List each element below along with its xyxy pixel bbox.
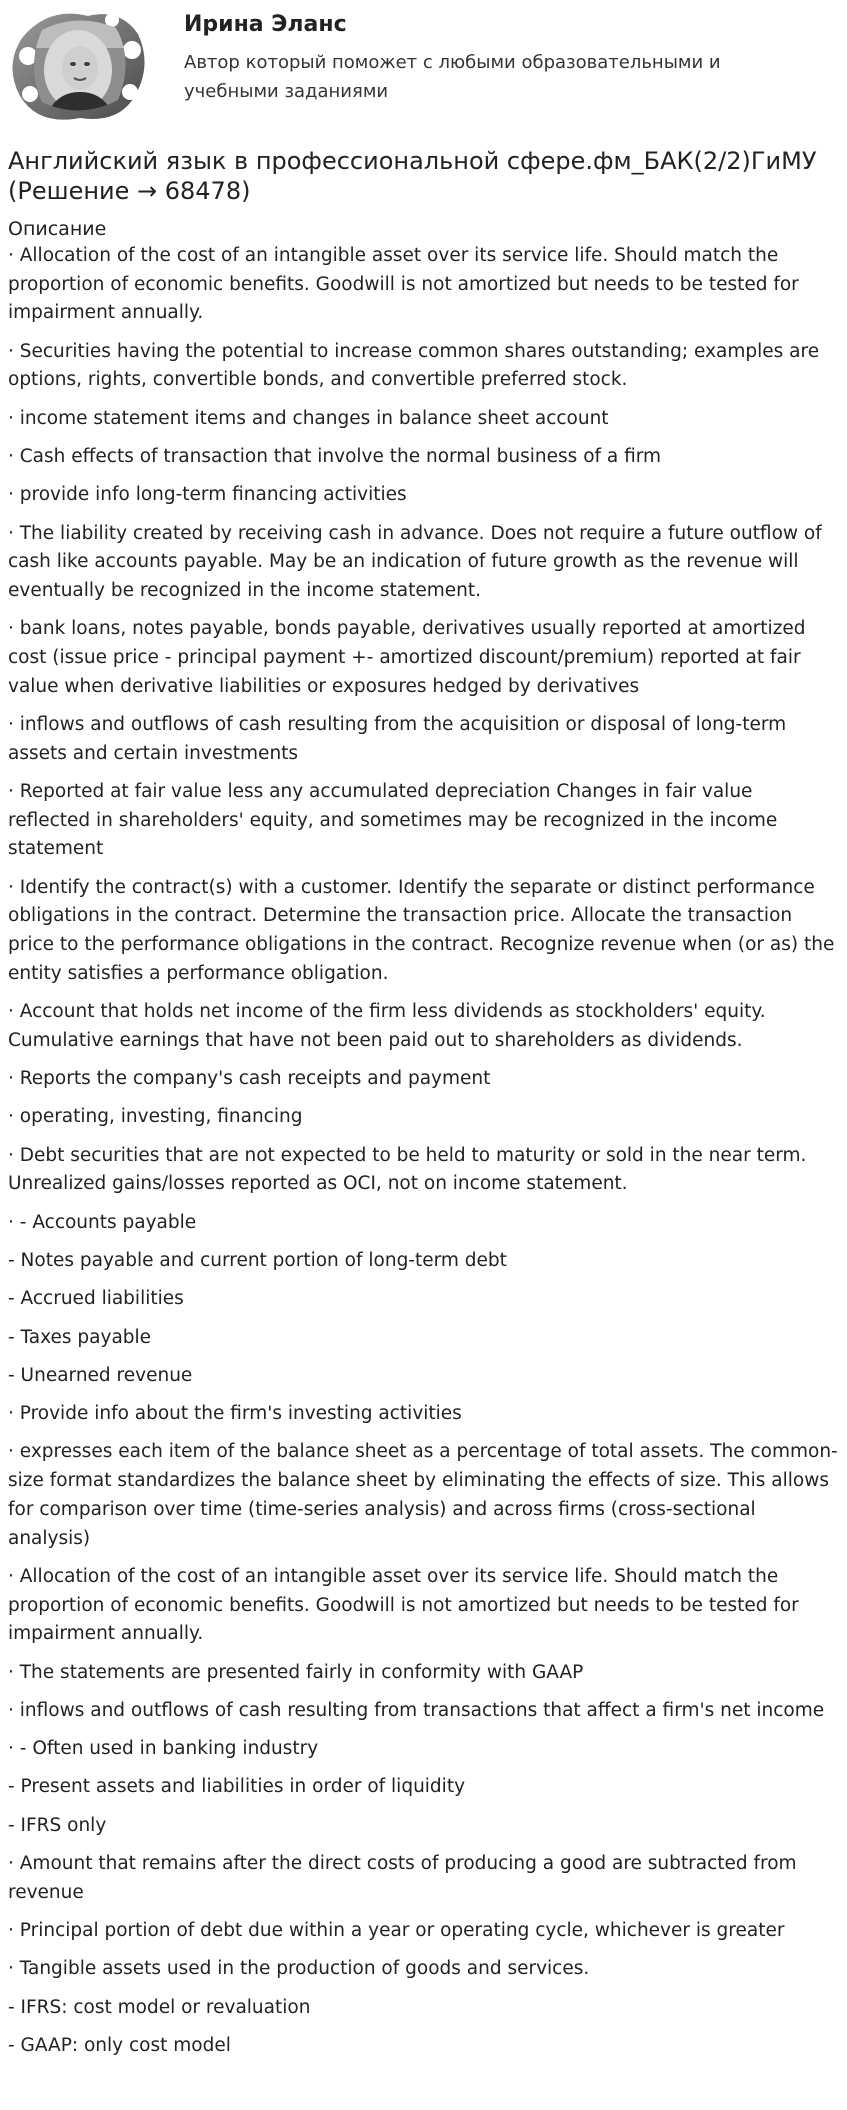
description-item: · Allocation of the cost of an intangible asset over its service life. Should match the proportion of economic benefits. Goodwill is not amortized but needs to be tested for impairment annually. [8, 245, 799, 324]
description-item: · Cash effects of transaction that involve the normal business of a firm [8, 446, 662, 467]
description-item: · Allocation of the cost of an intangible asset over its service life. Should match the proportion of economic benefits. Goodwill is not amortized but needs to be tested for impairment annually. [8, 1565, 799, 1645]
description-item: · provide info long-term financing activities [8, 484, 407, 506]
description-item: · The liability created by receiving cash in advance. Does not require a future outflow of cash like accounts payable. May be an indication of future growth as the revenue will eventually be recognized in the income statement. [8, 522, 822, 601]
description-item: · - Accounts payable [8, 1211, 197, 1233]
description-item: · Securities having the potential to increase common shares outstanding; examples are options, rights, convertible bonds, and convertible preferred stock. [8, 340, 820, 391]
description-item: - Accrued liabilities [8, 1288, 184, 1310]
description-item: · operating, investing, financing [8, 1106, 303, 1128]
description-list [8, 242, 840, 2070]
description-item: - Notes payable and current portion of long-term debt [8, 1250, 507, 1271]
description-item: · Identify the contract(s) with a customer. Identify the separate or distinct performance obligations in the contract. Determine the transaction price. Allocate the transaction price to the performance obligations in the contract. Recognize revenue when (or as) the entity satisfies a performance obligation. [8, 876, 835, 984]
description-item: · Amount that remains after the direct costs of producing a good are subtracted from revenue [8, 1853, 797, 1903]
description-item: · Provide info about the firm's investing activities [8, 1403, 462, 1425]
description-item: · Tangible assets used in the production of goods and services. [8, 1958, 590, 1980]
description-item: · bank loans, notes payable, bonds payable, derivatives usually reported at amortized cost (issue price - principal payment +- amortized discount/premium) reported at fair value when derivative liabilities or exposures hedged by derivatives [8, 618, 806, 697]
description-item: · inflows and outflows of cash resulting from transactions that affect a firm's net income [8, 1699, 825, 1721]
description-item: · Reported at fair value less any accumulated depreciation Changes in fair value reflected in shareholders' equity, and sometimes may be recognized in the income statement [8, 781, 778, 860]
description-item: · expresses each item of the balance sheet as a percentage of total assets. The common-size format standardizes the balance sheet by eliminating the effects of size. This allows for comparison over time (time-series analysis) and across firms (cross-sectional analysis) [8, 1441, 838, 1549]
description-item: · Debt securities that are not expected to be held to maturity or sold in the near term. Unrealized gains/losses reported as OCI, not on income statement. [8, 1144, 807, 1195]
author-avatar[interactable] [8, 8, 148, 124]
description-item: · Reports the company's cash receipts and payment [8, 1068, 491, 1090]
description-item: - IFRS: cost model or revaluation [8, 1996, 311, 2018]
description-item: - Unearned revenue [8, 1364, 193, 1386]
description-item: · inflows and outflows of cash resulting from the acquisition or disposal of long-term assets and certain investments [8, 714, 787, 764]
description-item: - GAAP: only cost model [8, 2034, 231, 2056]
author-card[interactable] [0, 0, 847, 140]
description-heading: Описание [8, 218, 107, 240]
description-item: · income statement items and changes in balance sheet account [8, 407, 609, 429]
author-description: Автор который поможет с любыми образовательными и учебными заданиями [184, 52, 721, 102]
description-item: · Account that holds net income of the firm less dividends as stockholders' equity. Cumulative earnings that have not been paid out to shareholders as dividends. [8, 1001, 766, 1051]
description-item: · The statements are presented fairly in conformity with GAAP [8, 1661, 584, 1683]
description-item: · Principal portion of debt due within a year or operating cycle, whichever is greater [8, 1920, 785, 1942]
description-item: · - Often used in banking industry [8, 1738, 319, 1760]
description-item: - IFRS only [8, 1814, 107, 1836]
description-item: - Present assets and liabilities in order of liquidity [8, 1776, 466, 1798]
work-title: Английский язык в профессиональной сфере.фм_БАК(2/2)ГиМУ (Решение → 68478) [8, 147, 817, 205]
description-item: - Taxes payable [8, 1326, 152, 1348]
author-name[interactable]: Ирина Эланс [184, 12, 347, 37]
